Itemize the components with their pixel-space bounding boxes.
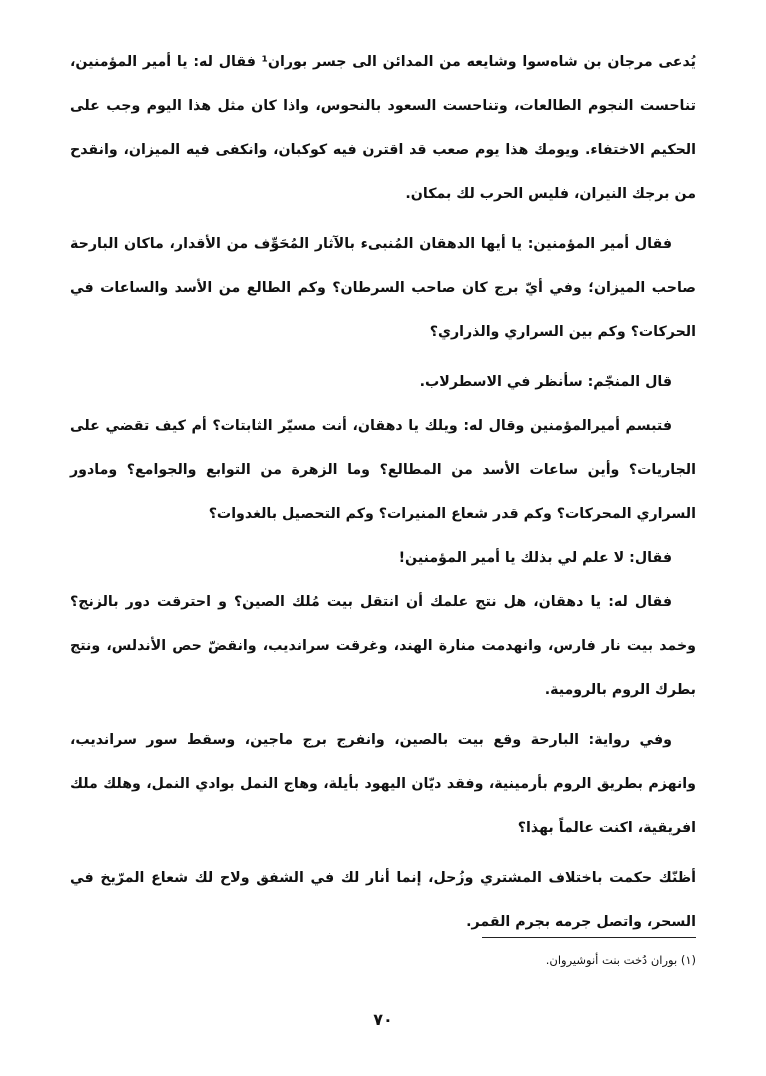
paragraph-6: فقال له: يا دهقان، هل نتج علمك أن انتقل بيت مُلك الصين؟ و احترقت دور بالزنج؟ وخمد بيت نار فارس، وانهدمت منارة الهند، وغرقت سرانديب، وانقضّ حص الأندلس، ونتج بطرك الروم بالرومية.	[70, 594, 696, 698]
page-number: ٧٠	[373, 1010, 393, 1029]
paragraph-4: فتبسم أميرالمؤمنين وقال له: ويلك يا دهقان، أنت مسيّر الثابتات؟ أم كيف تقضي على الجاريات؟ وأين ساعات الأسد من المطالع؟ وما الزهرة من التوابع والجوامع؟ ومادور السراري المحركات؟ وكم قدر شعاع المنيرات؟ وكم التحصيل بالغدوات؟	[70, 418, 696, 522]
paragraph-7: وفي رواية: البارحة وقع بيت بالصين، وانفرج برج ماجين، وسقط سور سرانديب، وانهزم بطريق الروم بأرمينية، وفقد ديّان اليهود بأيلة، وهاج النمل بوادي النمل، وهلك ملك افريقية، اكنت عالماً بهذا؟	[70, 732, 696, 836]
paragraph-8: أظنّك حكمت باختلاف المشتري وزُحل، إنما أنار لك في الشفق ولاح لك شعاع المرّيخ في السحر، واتصل جرمه بجرم القمر.	[70, 870, 696, 930]
footnote-divider	[482, 937, 696, 938]
paragraph-2: فقال أمير المؤمنين: يا أيها الدهقان المُنبىء بالآثار المُحَوِّف من الأقدار، ماكان البارحة صاحب الميزان؛ وفي أيّ برج كان صاحب السرطان؟ وكم الطالع من الأسد والساعات في الحركات؟ وكم بين السراري والذراري؟	[70, 236, 696, 340]
paragraph-5: فقال: لا علم لي بذلك يا أمير المؤمنين!	[398, 550, 672, 566]
paragraph-3: قال المنجّم: سأنظر في الاسطرلاب.	[419, 374, 672, 390]
footnote: (١) بوران دُخت بنت أنوشيروان.	[545, 953, 696, 967]
body-text	[70, 40, 696, 944]
paragraph-1: يُدعى مرجان بن شاه‌سوا وشايعه من المدائن الى جسر بوران¹ فقال له: يا أمير المؤمنين، تناحست النجوم الطالعات، وتناحست السعود بالنحوس، واذا كان مثل هذا اليوم وجب على الحكيم الاختفاء. ويومك هذا يوم صعب قد اقترن فيه كوكبان، وانكفى فيه الميزان، وانقدح من برجك النيران، فليس الحرب لك بمكان.	[70, 54, 697, 202]
